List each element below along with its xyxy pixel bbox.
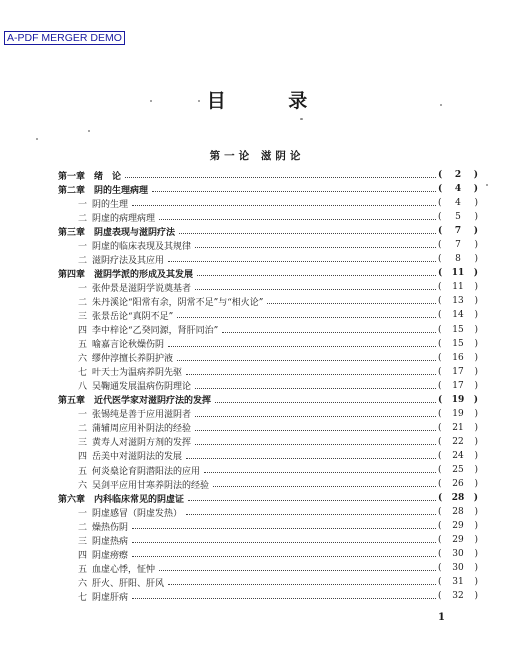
toc-page-number: 7: [454, 226, 462, 237]
toc-entry-title: 朱丹溪论“阳常有余，阴常不足”与“相火论”: [92, 297, 264, 308]
open-paren: (: [438, 268, 443, 279]
toc-entry-title: 阴虚热病: [92, 536, 129, 547]
toc-entry-title: 张景岳论“真阴不足”: [92, 311, 174, 322]
open-paren: (: [438, 507, 442, 518]
toc-entry-number: 六: [77, 480, 87, 491]
toc-page-ref: [438, 409, 478, 419]
close-paren: ): [473, 394, 478, 405]
toc-page-number: 13: [452, 296, 464, 307]
toc-page-number: 5: [455, 212, 461, 223]
toc-entry-number: 三: [77, 536, 87, 547]
section-heading: 第一论 滋阴论: [209, 150, 305, 162]
toc-entry-title: 滋阴学派的形成及其发展: [94, 269, 194, 280]
toc-item-row: [58, 589, 478, 603]
dot-leader: [132, 527, 436, 529]
dot-leader: [186, 457, 436, 459]
toc-page-ref: [438, 521, 478, 531]
close-paren: ): [473, 170, 478, 181]
toc-chapter-row: [58, 168, 478, 182]
toc-chapter-row: [58, 491, 478, 505]
toc-entry-title: 阴虚感冒（阴虚发热）: [92, 508, 183, 519]
watermark-banner: A-PDF MERGER DEMO: [4, 31, 125, 45]
toc-item-row: [58, 561, 478, 575]
close-paren: ): [474, 310, 478, 321]
toc-entry-number: 四: [77, 550, 87, 561]
toc-page-number: 19: [451, 394, 465, 405]
toc-entry-title: 阴虚表现与滋阴疗法: [94, 227, 176, 238]
toc-page-ref: [438, 353, 478, 363]
toc-entry-number: 第二章: [58, 185, 86, 196]
toc-entry-title: 滋阴疗法及其应用: [92, 255, 165, 266]
toc-page-number: 29: [452, 535, 464, 546]
dot-leader: [197, 274, 436, 276]
close-paren: ): [474, 577, 478, 588]
toc-page-number: 7: [455, 240, 461, 251]
dot-leader: [152, 190, 436, 192]
open-paren: (: [438, 450, 442, 461]
open-paren: (: [438, 366, 442, 377]
close-paren: ): [474, 563, 478, 574]
toc-entry-number: 八: [77, 382, 87, 393]
dot-leader: [159, 569, 436, 571]
dot-leader: [168, 345, 436, 347]
scan-speck: [300, 118, 303, 120]
open-paren: (: [438, 549, 442, 560]
toc-page-ref: [438, 535, 478, 545]
toc-page-number: 28: [452, 507, 464, 518]
scan-speck: [88, 130, 90, 132]
table-of-contents: [58, 168, 478, 603]
toc-item-row: [58, 308, 478, 322]
toc-item-row: [58, 210, 478, 224]
toc-entry-title: 张仲景是滋阴学说奠基者: [92, 283, 192, 294]
toc-page-ref: [438, 282, 478, 292]
toc-page-number: 15: [452, 338, 464, 349]
close-paren: ): [474, 254, 478, 265]
toc-entry-title: 阴虚肝病: [92, 592, 129, 603]
dot-leader: [188, 499, 436, 501]
toc-page-ref: [438, 423, 478, 433]
toc-item-row: [58, 533, 478, 547]
dot-leader: [222, 331, 436, 333]
dot-leader: [267, 302, 436, 304]
open-paren: (: [438, 184, 443, 195]
toc-entry-title: 李中梓论“乙癸同源，肾肝同治”: [92, 326, 219, 337]
close-paren: ): [474, 422, 478, 433]
toc-page-ref: [438, 549, 478, 559]
toc-page-ref: [438, 254, 478, 264]
toc-page-number: 24: [452, 450, 464, 461]
toc-item-row: [58, 238, 478, 252]
toc-entry-number: 一: [77, 508, 87, 519]
toc-page-ref: [438, 577, 478, 587]
toc-page-ref: [438, 563, 478, 573]
close-paren: ): [474, 198, 478, 209]
toc-item-row: [58, 547, 478, 561]
toc-page-ref: [438, 170, 478, 180]
toc-page-number: 28: [451, 493, 465, 504]
close-paren: ): [473, 268, 478, 279]
toc-page-number: 32: [452, 591, 464, 602]
dot-leader: [125, 176, 436, 178]
toc-entry-title: 蒲辅周应用补阴法的经验: [92, 424, 192, 435]
toc-entry-title: 吴剑平应用甘寒养阴法的经验: [92, 480, 210, 491]
toc-page-number: 15: [452, 324, 464, 335]
dot-leader: [195, 429, 436, 431]
toc-page-ref: [438, 395, 478, 405]
toc-entry-number: 二: [77, 522, 87, 533]
toc-page-ref: [438, 479, 478, 489]
toc-page-ref: [438, 268, 478, 278]
open-paren: (: [438, 226, 443, 237]
open-paren: (: [438, 380, 442, 391]
toc-entry-title: 血虚心悸，怔忡: [92, 564, 156, 575]
close-paren: ): [474, 212, 478, 223]
open-paren: (: [438, 170, 443, 181]
close-paren: ): [473, 226, 478, 237]
dot-leader: [177, 359, 436, 361]
toc-entry-title: 阴的生理: [92, 199, 129, 210]
toc-page-number: 17: [452, 380, 464, 391]
open-paren: (: [438, 577, 442, 588]
dot-leader: [177, 316, 436, 318]
close-paren: ): [474, 535, 478, 546]
toc-entry-title: 张锡纯是善于应用滋阴者: [92, 410, 192, 421]
toc-item-row: [58, 252, 478, 266]
open-paren: (: [438, 212, 442, 223]
toc-entry-number: 四: [77, 452, 87, 463]
toc-page-ref: [438, 451, 478, 461]
toc-entry-number: 第五章: [58, 396, 86, 407]
toc-chapter-row: [58, 266, 478, 280]
open-paren: (: [438, 521, 442, 532]
open-paren: (: [438, 535, 442, 546]
dot-leader: [132, 541, 436, 543]
toc-entry-number: 三: [77, 438, 87, 449]
close-paren: ): [474, 240, 478, 251]
toc-entry-number: 五: [77, 340, 87, 351]
scan-speck: [36, 138, 38, 140]
toc-page-ref: [438, 437, 478, 447]
toc-page-ref: [438, 212, 478, 222]
dot-leader: [159, 218, 436, 220]
toc-item-row: [58, 337, 478, 351]
close-paren: ): [474, 549, 478, 560]
scan-speck: [440, 104, 442, 106]
toc-page-ref: [438, 591, 478, 601]
toc-page-ref: [438, 493, 478, 503]
page-number: 1: [438, 612, 445, 623]
toc-entry-number: 二: [77, 213, 87, 224]
toc-entry-number: 一: [77, 241, 87, 252]
dot-leader: [132, 555, 436, 557]
dot-leader: [195, 387, 436, 389]
toc-entry-title: 吴鞠通发展温病伤阴理论: [92, 382, 192, 393]
close-paren: ): [474, 366, 478, 377]
dot-leader: [195, 415, 436, 417]
open-paren: (: [438, 465, 442, 475]
toc-entry-number: 一: [77, 410, 87, 421]
toc-item-row: [58, 477, 478, 491]
toc-page-number: 19: [452, 408, 464, 419]
toc-page-number: 31: [452, 577, 464, 588]
toc-entry-number: 五: [77, 466, 87, 477]
toc-entry-title: 阴虚的临床表现及其规律: [92, 241, 192, 252]
toc-page-number: 25: [452, 465, 464, 475]
close-paren: ): [474, 591, 478, 602]
toc-page-ref: [438, 240, 478, 250]
open-paren: (: [438, 408, 442, 419]
close-paren: ): [474, 324, 478, 335]
toc-page-number: 11: [451, 268, 465, 279]
toc-chapter-row: [58, 182, 478, 196]
toc-page-number: 4: [455, 198, 461, 209]
open-paren: (: [438, 282, 442, 293]
toc-page-number: 21: [452, 422, 464, 433]
toc-entry-title: 绪 论: [94, 171, 122, 182]
toc-entry-title: 岳美中对滋阴法的发展: [92, 452, 183, 463]
close-paren: ): [474, 507, 478, 518]
toc-chapter-row: [58, 393, 478, 407]
dot-leader: [195, 288, 436, 290]
toc-entry-number: 二: [77, 255, 87, 266]
dot-leader: [186, 373, 436, 375]
open-paren: (: [438, 422, 442, 433]
toc-page-number: 8: [455, 254, 461, 265]
toc-item-row: [58, 294, 478, 308]
toc-entry-title: 叶天士为温病养阴先驱: [92, 368, 183, 379]
toc-page-ref: [438, 339, 478, 349]
open-paren: (: [438, 198, 442, 209]
close-paren: ): [473, 493, 478, 504]
close-paren: ): [474, 436, 478, 447]
toc-entry-number: 第六章: [58, 494, 86, 505]
close-paren: ): [474, 479, 478, 490]
dot-leader: [204, 471, 436, 473]
open-paren: (: [438, 436, 442, 447]
toc-item-row: [58, 505, 478, 519]
open-paren: (: [438, 324, 442, 335]
toc-item-row: [58, 449, 478, 463]
dot-leader: [195, 246, 436, 248]
toc-entry-title: 喻嘉言论秋燥伤阴: [92, 340, 165, 351]
open-paren: (: [438, 240, 442, 251]
toc-entry-number: 五: [77, 564, 87, 575]
toc-item-row: [58, 407, 478, 421]
toc-entry-number: 第一章: [58, 171, 86, 182]
dot-leader: [168, 583, 436, 585]
toc-item-row: [58, 435, 478, 449]
toc-entry-number: 六: [77, 354, 87, 365]
open-paren: (: [438, 591, 442, 602]
toc-entry-title: 肝火、肝阳、肝风: [92, 578, 165, 589]
toc-entry-title: 阴虚的病理病理: [92, 213, 156, 224]
open-paren: (: [438, 493, 443, 504]
toc-entry-number: 第三章: [58, 227, 86, 238]
toc-item-row: [58, 323, 478, 337]
toc-page-number: 30: [452, 549, 464, 560]
close-paren: ): [474, 296, 478, 307]
close-paren: ): [474, 352, 478, 363]
scan-speck: [198, 100, 200, 102]
open-paren: (: [438, 394, 443, 405]
toc-entry-title: 燥热伤阴: [92, 522, 129, 533]
toc-chapter-row: [58, 224, 478, 238]
toc-entry-number: 一: [77, 199, 87, 210]
open-paren: (: [438, 479, 442, 490]
toc-page-number: 14: [452, 310, 464, 321]
toc-item-row: [58, 519, 478, 533]
toc-page-number: 17: [452, 366, 464, 377]
toc-entry-number: 二: [77, 297, 87, 308]
open-paren: (: [438, 338, 442, 349]
page-title: 目 录: [206, 90, 336, 112]
close-paren: ): [474, 521, 478, 532]
toc-page-ref: [438, 184, 478, 194]
toc-page-ref: [438, 465, 478, 475]
toc-item-row: [58, 365, 478, 379]
toc-entry-title: 近代医学家对滋阴疗法的发挥: [94, 396, 212, 407]
dot-leader: [132, 597, 436, 599]
toc-page-ref: [438, 296, 478, 306]
toc-entry-title: 阴的生理病理: [94, 185, 149, 196]
toc-item-row: [58, 196, 478, 210]
toc-page-number: 2: [454, 170, 462, 181]
toc-page-number: 16: [452, 352, 464, 363]
toc-entry-number: 一: [77, 283, 87, 294]
toc-item-row: [58, 575, 478, 589]
toc-entry-number: 三: [77, 311, 87, 322]
close-paren: ): [474, 380, 478, 391]
toc-page-ref: [438, 226, 478, 236]
toc-page-number: 29: [452, 521, 464, 532]
toc-entry-title: 缪仲淳擅长养阴护液: [92, 354, 174, 365]
toc-entry-number: 七: [77, 368, 87, 379]
toc-item-row: [58, 421, 478, 435]
toc-page-number: 26: [452, 479, 464, 490]
dot-leader: [132, 204, 436, 206]
close-paren: ): [474, 465, 478, 475]
open-paren: (: [438, 352, 442, 363]
open-paren: (: [438, 296, 442, 307]
toc-page-ref: [438, 198, 478, 208]
open-paren: (: [438, 310, 442, 321]
toc-entry-title: 阴虚痨瘵: [92, 550, 129, 561]
scan-speck: [486, 184, 488, 186]
toc-page-ref: [438, 507, 478, 517]
toc-entry-number: 第四章: [58, 269, 86, 280]
toc-entry-title: 黄寿人对滋阴方剂的发挥: [92, 438, 192, 449]
close-paren: ): [474, 338, 478, 349]
close-paren: ): [474, 408, 478, 419]
dot-leader: [195, 443, 436, 445]
close-paren: ): [473, 184, 478, 195]
toc-item-row: [58, 463, 478, 477]
toc-page-ref: [438, 367, 478, 377]
toc-page-ref: [438, 310, 478, 320]
toc-page-number: 4: [454, 184, 462, 195]
dot-leader: [186, 513, 436, 515]
toc-page-number: 22: [452, 436, 464, 447]
close-paren: ): [474, 450, 478, 461]
toc-entry-number: 六: [77, 578, 87, 589]
toc-entry-number: 四: [77, 326, 87, 337]
dot-leader: [179, 232, 436, 234]
open-paren: (: [438, 563, 442, 574]
toc-item-row: [58, 280, 478, 294]
toc-entry-number: 七: [77, 592, 87, 603]
toc-page-number: 30: [452, 563, 464, 574]
toc-item-row: [58, 379, 478, 393]
dot-leader: [215, 401, 436, 403]
toc-entry-title: 内科临床常见的阴虚证: [94, 494, 185, 505]
toc-page-ref: [438, 381, 478, 391]
toc-item-row: [58, 351, 478, 365]
toc-entry-title: 何炎燊论育阴潜阳法的应用: [92, 466, 201, 477]
toc-page-ref: [438, 325, 478, 335]
open-paren: (: [438, 254, 442, 265]
dot-leader: [168, 260, 436, 262]
scan-speck: [150, 100, 152, 102]
close-paren: ): [474, 282, 478, 293]
dot-leader: [213, 485, 436, 487]
toc-page-number: 11: [452, 282, 464, 293]
toc-entry-number: 二: [77, 424, 87, 435]
